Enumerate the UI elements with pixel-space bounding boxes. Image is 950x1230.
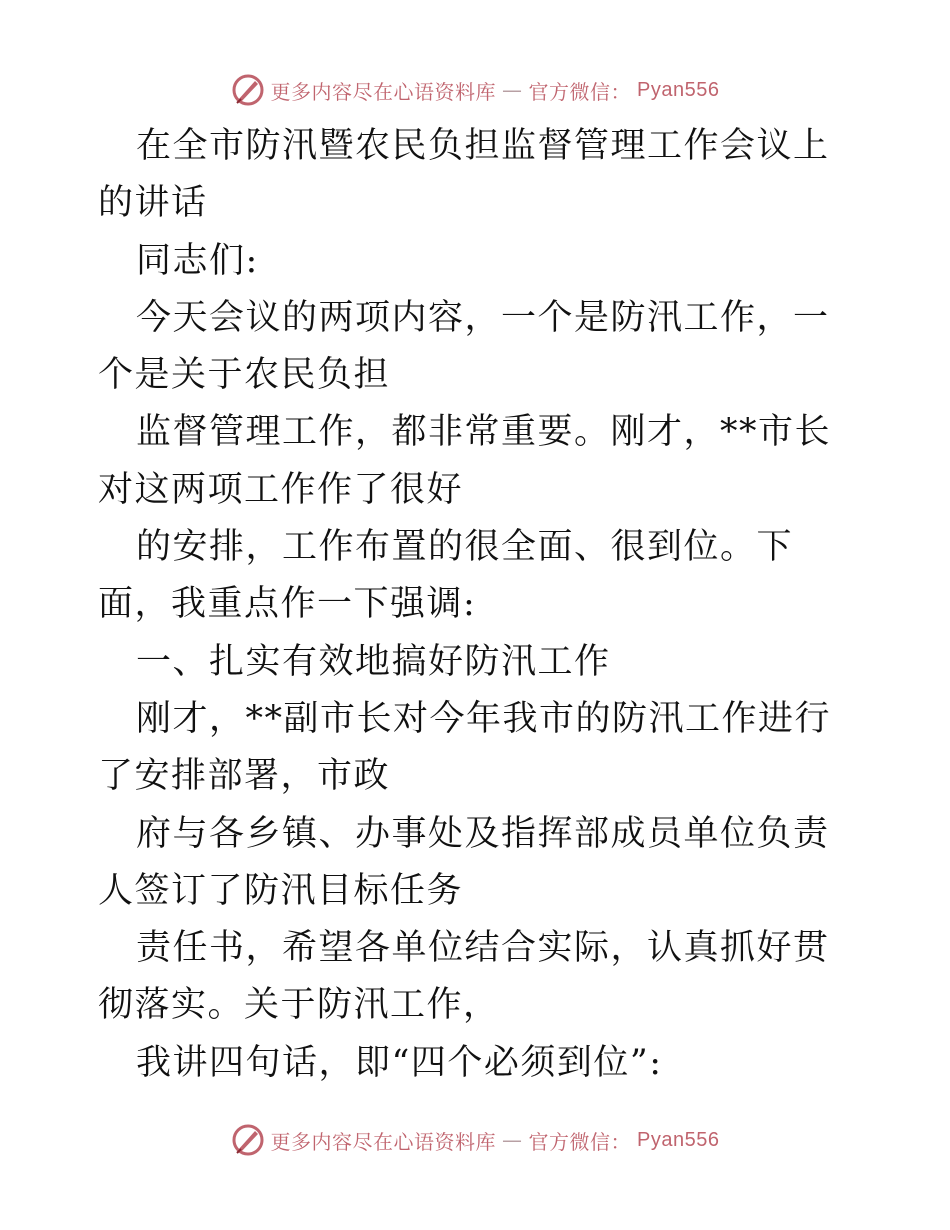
- watermark-right-text: 官方微信：: [528, 1129, 632, 1154]
- watermark-account: Pyan556: [637, 1128, 720, 1151]
- paragraph: 府与各乡镇、办事处及指挥部成员单位负责人签订了防汛目标任务: [98, 813, 830, 911]
- paragraph: 的安排，工作布置的很全面、很到位。下面，我重点作一下强调:: [98, 527, 794, 625]
- paragraph: 责任书，希望各单位结合实际，认真抓好贯彻落实。关于防汛工作，: [98, 928, 830, 1026]
- quill-logo-icon: [231, 1123, 265, 1157]
- header-watermark: [0, 70, 950, 110]
- footer-watermark: [0, 1120, 950, 1160]
- paragraph: 监督管理工作，都非常重要。刚才，**市长对这两项工作作了很好: [98, 412, 832, 510]
- paragraph: 刚才，**副市长对今年我市的防汛工作进行了安排部署，市政: [98, 698, 832, 797]
- paragraph: 今天会议的两项内容，一个是防汛工作，一个是关于农民负担: [98, 297, 830, 396]
- watermark-left-text: 更多内容尽在心语资料库: [270, 79, 497, 104]
- watermark-dash: —: [502, 78, 523, 102]
- section-heading: 一、扎实有效地搞好防汛工作: [136, 641, 611, 682]
- document-body: [98, 118, 854, 1092]
- document-title: 在全市防汛暨农民负担监督管理工作会议上的讲话: [98, 126, 830, 224]
- watermark-right-text: 官方微信：: [528, 79, 632, 104]
- watermark-account: Pyan556: [637, 78, 720, 101]
- salutation: 同志们:: [136, 240, 259, 281]
- watermark-dash: —: [502, 1128, 523, 1152]
- watermark-left-text: 更多内容尽在心语资料库: [270, 1129, 497, 1154]
- quill-logo-icon: [231, 73, 265, 107]
- paragraph: 我讲四句话，即“四个必须到位”:: [136, 1042, 663, 1083]
